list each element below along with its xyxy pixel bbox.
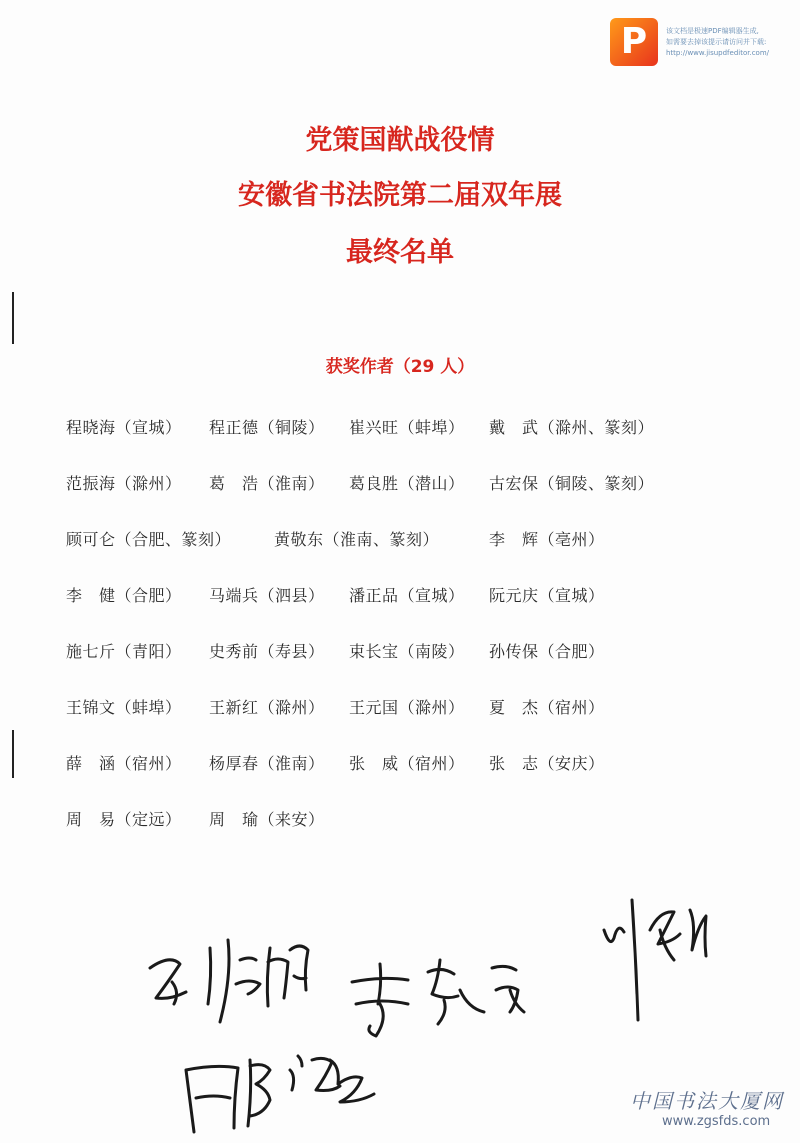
winner-entry: 范振海（滁州） xyxy=(66,474,182,493)
winner-entry: 施七斤（青阳） xyxy=(66,642,182,661)
winner-entry: 葛良胜（潜山） xyxy=(349,474,465,493)
winner-entry: 王锦文（蚌埠） xyxy=(66,698,182,717)
winner-entry: 孙传保（合肥） xyxy=(489,642,605,661)
signature-3 xyxy=(604,900,706,1020)
signature-4 xyxy=(186,1056,374,1132)
winner-entry: 崔兴旺（蚌埠） xyxy=(349,418,465,437)
section-heading: 获奖作者（29 人） xyxy=(325,357,475,377)
winner-entry: 黄敬东（淮南、篆刻） xyxy=(274,530,440,549)
winner-entry: 潘正品（宣城） xyxy=(349,586,465,605)
winner-entry: 阮元庆（宣城） xyxy=(489,586,605,605)
site-name: 中国书法大厦网 xyxy=(630,1089,784,1113)
winner-entry: 夏 杰（宿州） xyxy=(489,698,605,717)
site-footer-logo xyxy=(630,1085,795,1129)
winner-entry: 古宏保（铜陵、篆刻） xyxy=(489,474,655,493)
watermark-line-1: 该文档是极速PDF编辑器生成, xyxy=(666,27,759,35)
winner-entry: 戴 武（滁州、篆刻） xyxy=(489,418,655,437)
winner-entry: 史秀前（寿县） xyxy=(209,642,325,661)
winner-entry: 张 威（宿州） xyxy=(349,754,465,773)
winner-entry: 周 瑜（来安） xyxy=(209,810,325,829)
watermark-url: http://www.jisupdfeditor.com/ xyxy=(666,49,770,57)
winner-entry: 王元国（滁州） xyxy=(349,698,465,717)
pdf-logo-icon: P xyxy=(610,18,658,66)
winner-entry: 张 志（安庆） xyxy=(489,754,605,773)
signature-2 xyxy=(352,960,524,1036)
signature-1 xyxy=(150,940,308,1022)
winner-entry: 程正德（铜陵） xyxy=(209,418,325,437)
page-title-line-1: 党策国猷战役情 xyxy=(305,125,495,156)
page-title-line-3: 最终名单 xyxy=(346,237,454,268)
winner-entry: 葛 浩（淮南） xyxy=(209,474,325,493)
winner-entry: 顾可仑（合肥、篆刻） xyxy=(66,530,232,549)
watermark-line-2: 如需要去掉该提示请访问并下载: xyxy=(666,38,767,46)
winner-entry: 李 健（合肥） xyxy=(66,586,182,605)
winner-entry: 李 辉（亳州） xyxy=(489,530,605,549)
winner-entry: 马端兵（泗县） xyxy=(209,586,325,605)
winner-entry: 王新红（滁州） xyxy=(209,698,325,717)
winner-entry: 薛 涵（宿州） xyxy=(66,754,182,773)
winner-entry: 程晓海（宣城） xyxy=(66,418,182,437)
site-url: www.zgsfds.com xyxy=(662,1114,771,1129)
winner-entry: 束长宝（南陵） xyxy=(349,642,465,661)
winner-entry: 周 易（定远） xyxy=(66,810,182,829)
winner-entry: 杨厚春（淮南） xyxy=(209,754,325,773)
page-title-line-2: 安徽省书法院第二届双年展 xyxy=(238,180,562,211)
